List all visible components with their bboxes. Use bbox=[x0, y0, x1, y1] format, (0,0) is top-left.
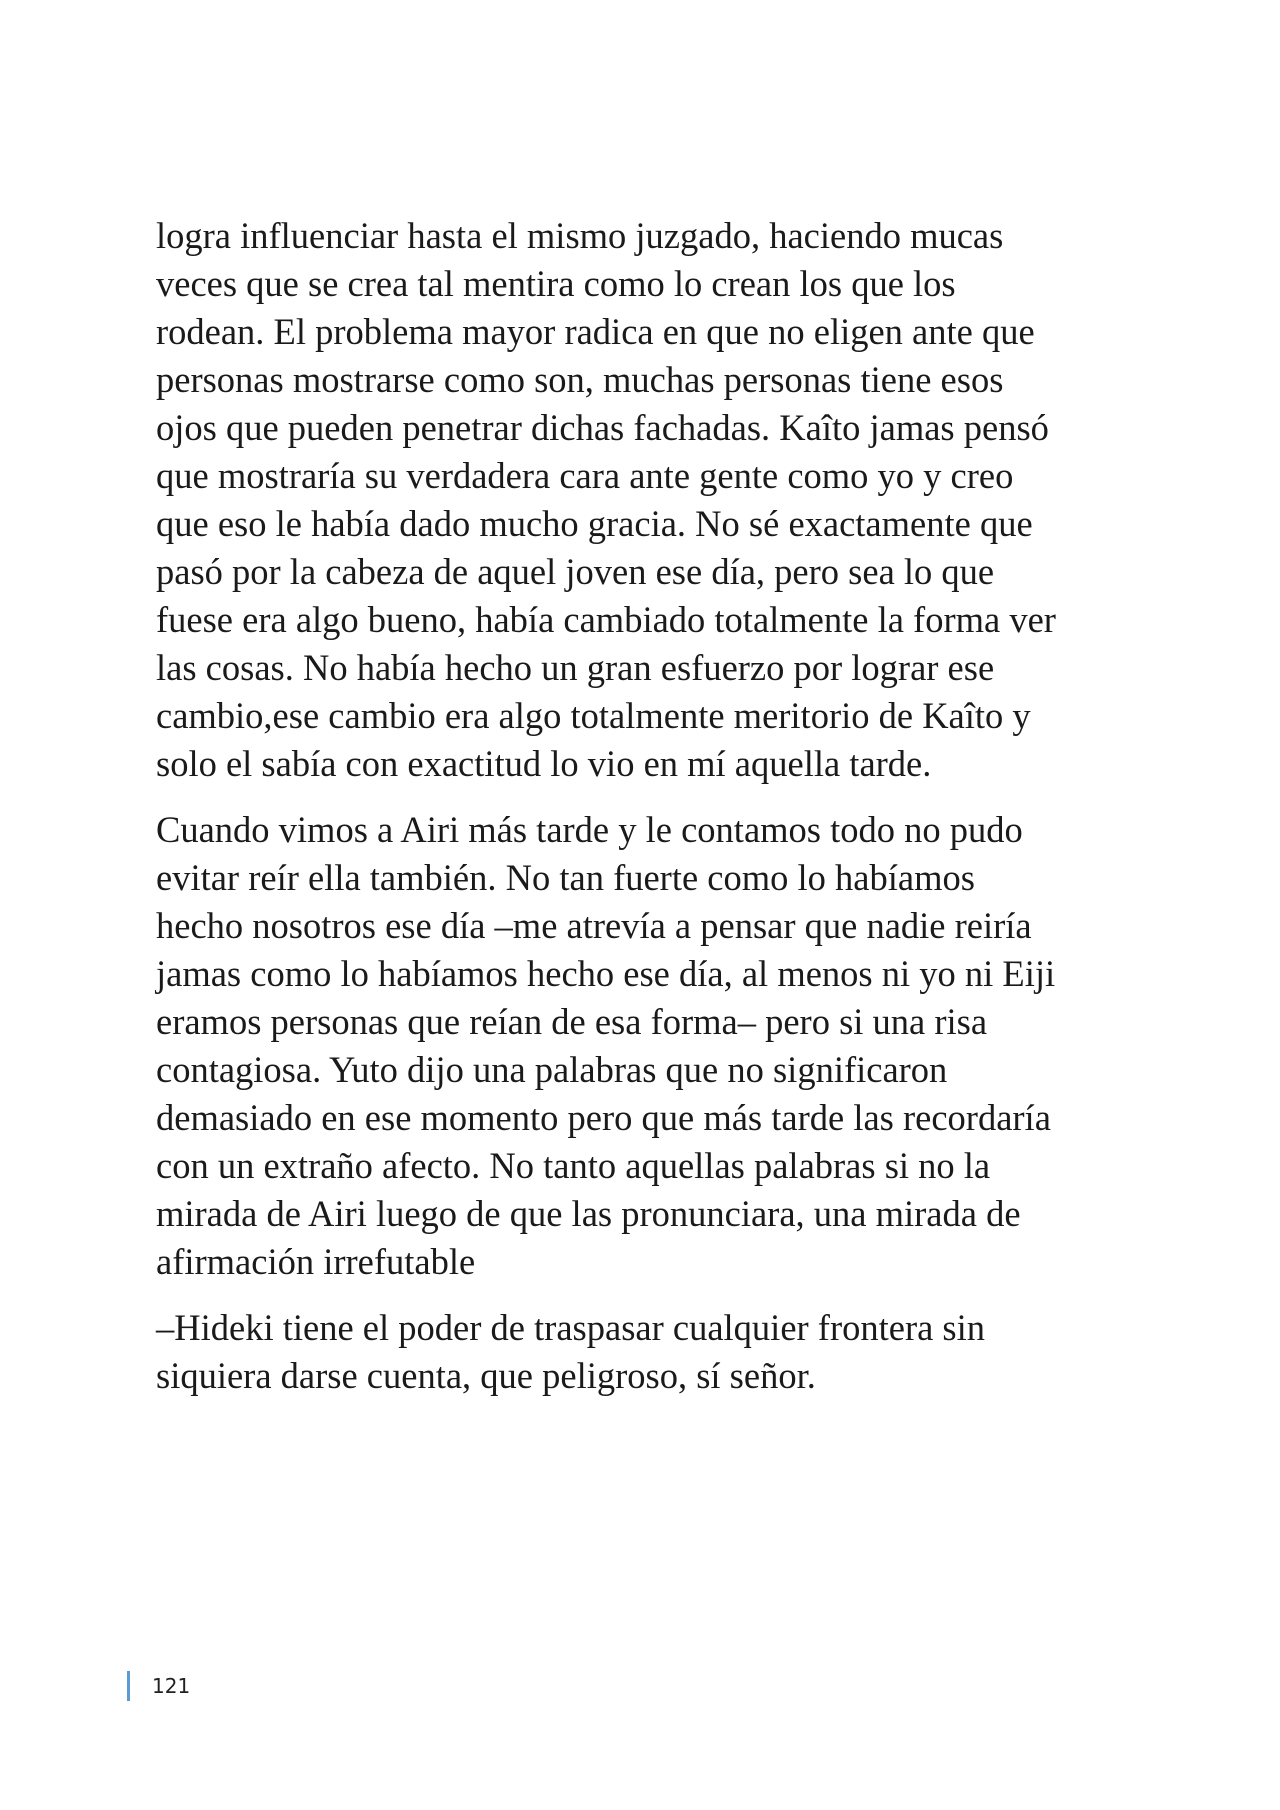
paragraph-2 bbox=[156, 806, 1156, 1286]
text-line: Cuando vimos a Airi más tarde y le contamos todo no pudo bbox=[156, 809, 1023, 850]
text-line: que eso le había dado mucho gracia. No sé exactamente que bbox=[156, 503, 1033, 544]
paragraph-1 bbox=[156, 212, 1156, 788]
text-line: jamas como lo habíamos hecho ese día, al menos ni yo ni Eiji bbox=[156, 953, 1056, 994]
paragraph-3 bbox=[156, 1304, 1156, 1400]
text-line: hecho nosotros ese día –me atrevía a pensar que nadie reiría bbox=[156, 905, 1032, 946]
text-line: las cosas. No había hecho un gran esfuerzo por lograr ese bbox=[156, 647, 995, 688]
page-footer bbox=[127, 1670, 190, 1702]
text-line: eramos personas que reían de esa forma– pero si una risa bbox=[156, 1001, 988, 1042]
text-line: evitar reír ella también. No tan fuerte como lo habíamos bbox=[156, 857, 975, 898]
text-line: veces que se crea tal mentira como lo crean los que los bbox=[156, 263, 956, 304]
text-line: fuese era algo bueno, había cambiado totalmente la forma ver bbox=[156, 599, 1056, 640]
text-line: cambio,ese cambio era algo totalmente meritorio de Kaîto y bbox=[156, 695, 1031, 736]
text-line: personas mostrarse como son, muchas personas tiene esos bbox=[156, 359, 1004, 400]
page-number: 121 bbox=[152, 1674, 191, 1698]
text-line: rodean. El problema mayor radica en que no eligen ante que bbox=[156, 311, 1035, 352]
text-line: mirada de Airi luego de que las pronunciara, una mirada de bbox=[156, 1193, 1021, 1234]
text-line: ojos que pueden penetrar dichas fachadas. Kaîto jamas pensó bbox=[156, 407, 1049, 448]
text-line: pasó por la cabeza de aquel joven ese día, pero sea lo que bbox=[156, 551, 995, 592]
body-text bbox=[156, 212, 1156, 1418]
text-line: afirmación irrefutable bbox=[156, 1241, 476, 1282]
footer-accent-bar bbox=[127, 1671, 130, 1701]
text-line: logra influenciar hasta el mismo juzgado, haciendo mucas bbox=[156, 215, 1004, 256]
text-line: –Hideki tiene el poder de traspasar cualquier frontera sin bbox=[156, 1307, 986, 1348]
text-line: contagiosa. Yuto dijo una palabras que no significaron bbox=[156, 1049, 948, 1090]
text-line: demasiado en ese momento pero que más tarde las recordaría bbox=[156, 1097, 1051, 1138]
text-line: solo el sabía con exactitud lo vio en mí aquella tarde. bbox=[156, 743, 932, 784]
text-line: que mostraría su verdadera cara ante gente como yo y creo bbox=[156, 455, 1014, 496]
text-line: con un extraño afecto. No tanto aquellas palabras si no la bbox=[156, 1145, 991, 1186]
text-line: siquiera darse cuenta, que peligroso, sí señor. bbox=[156, 1355, 816, 1396]
